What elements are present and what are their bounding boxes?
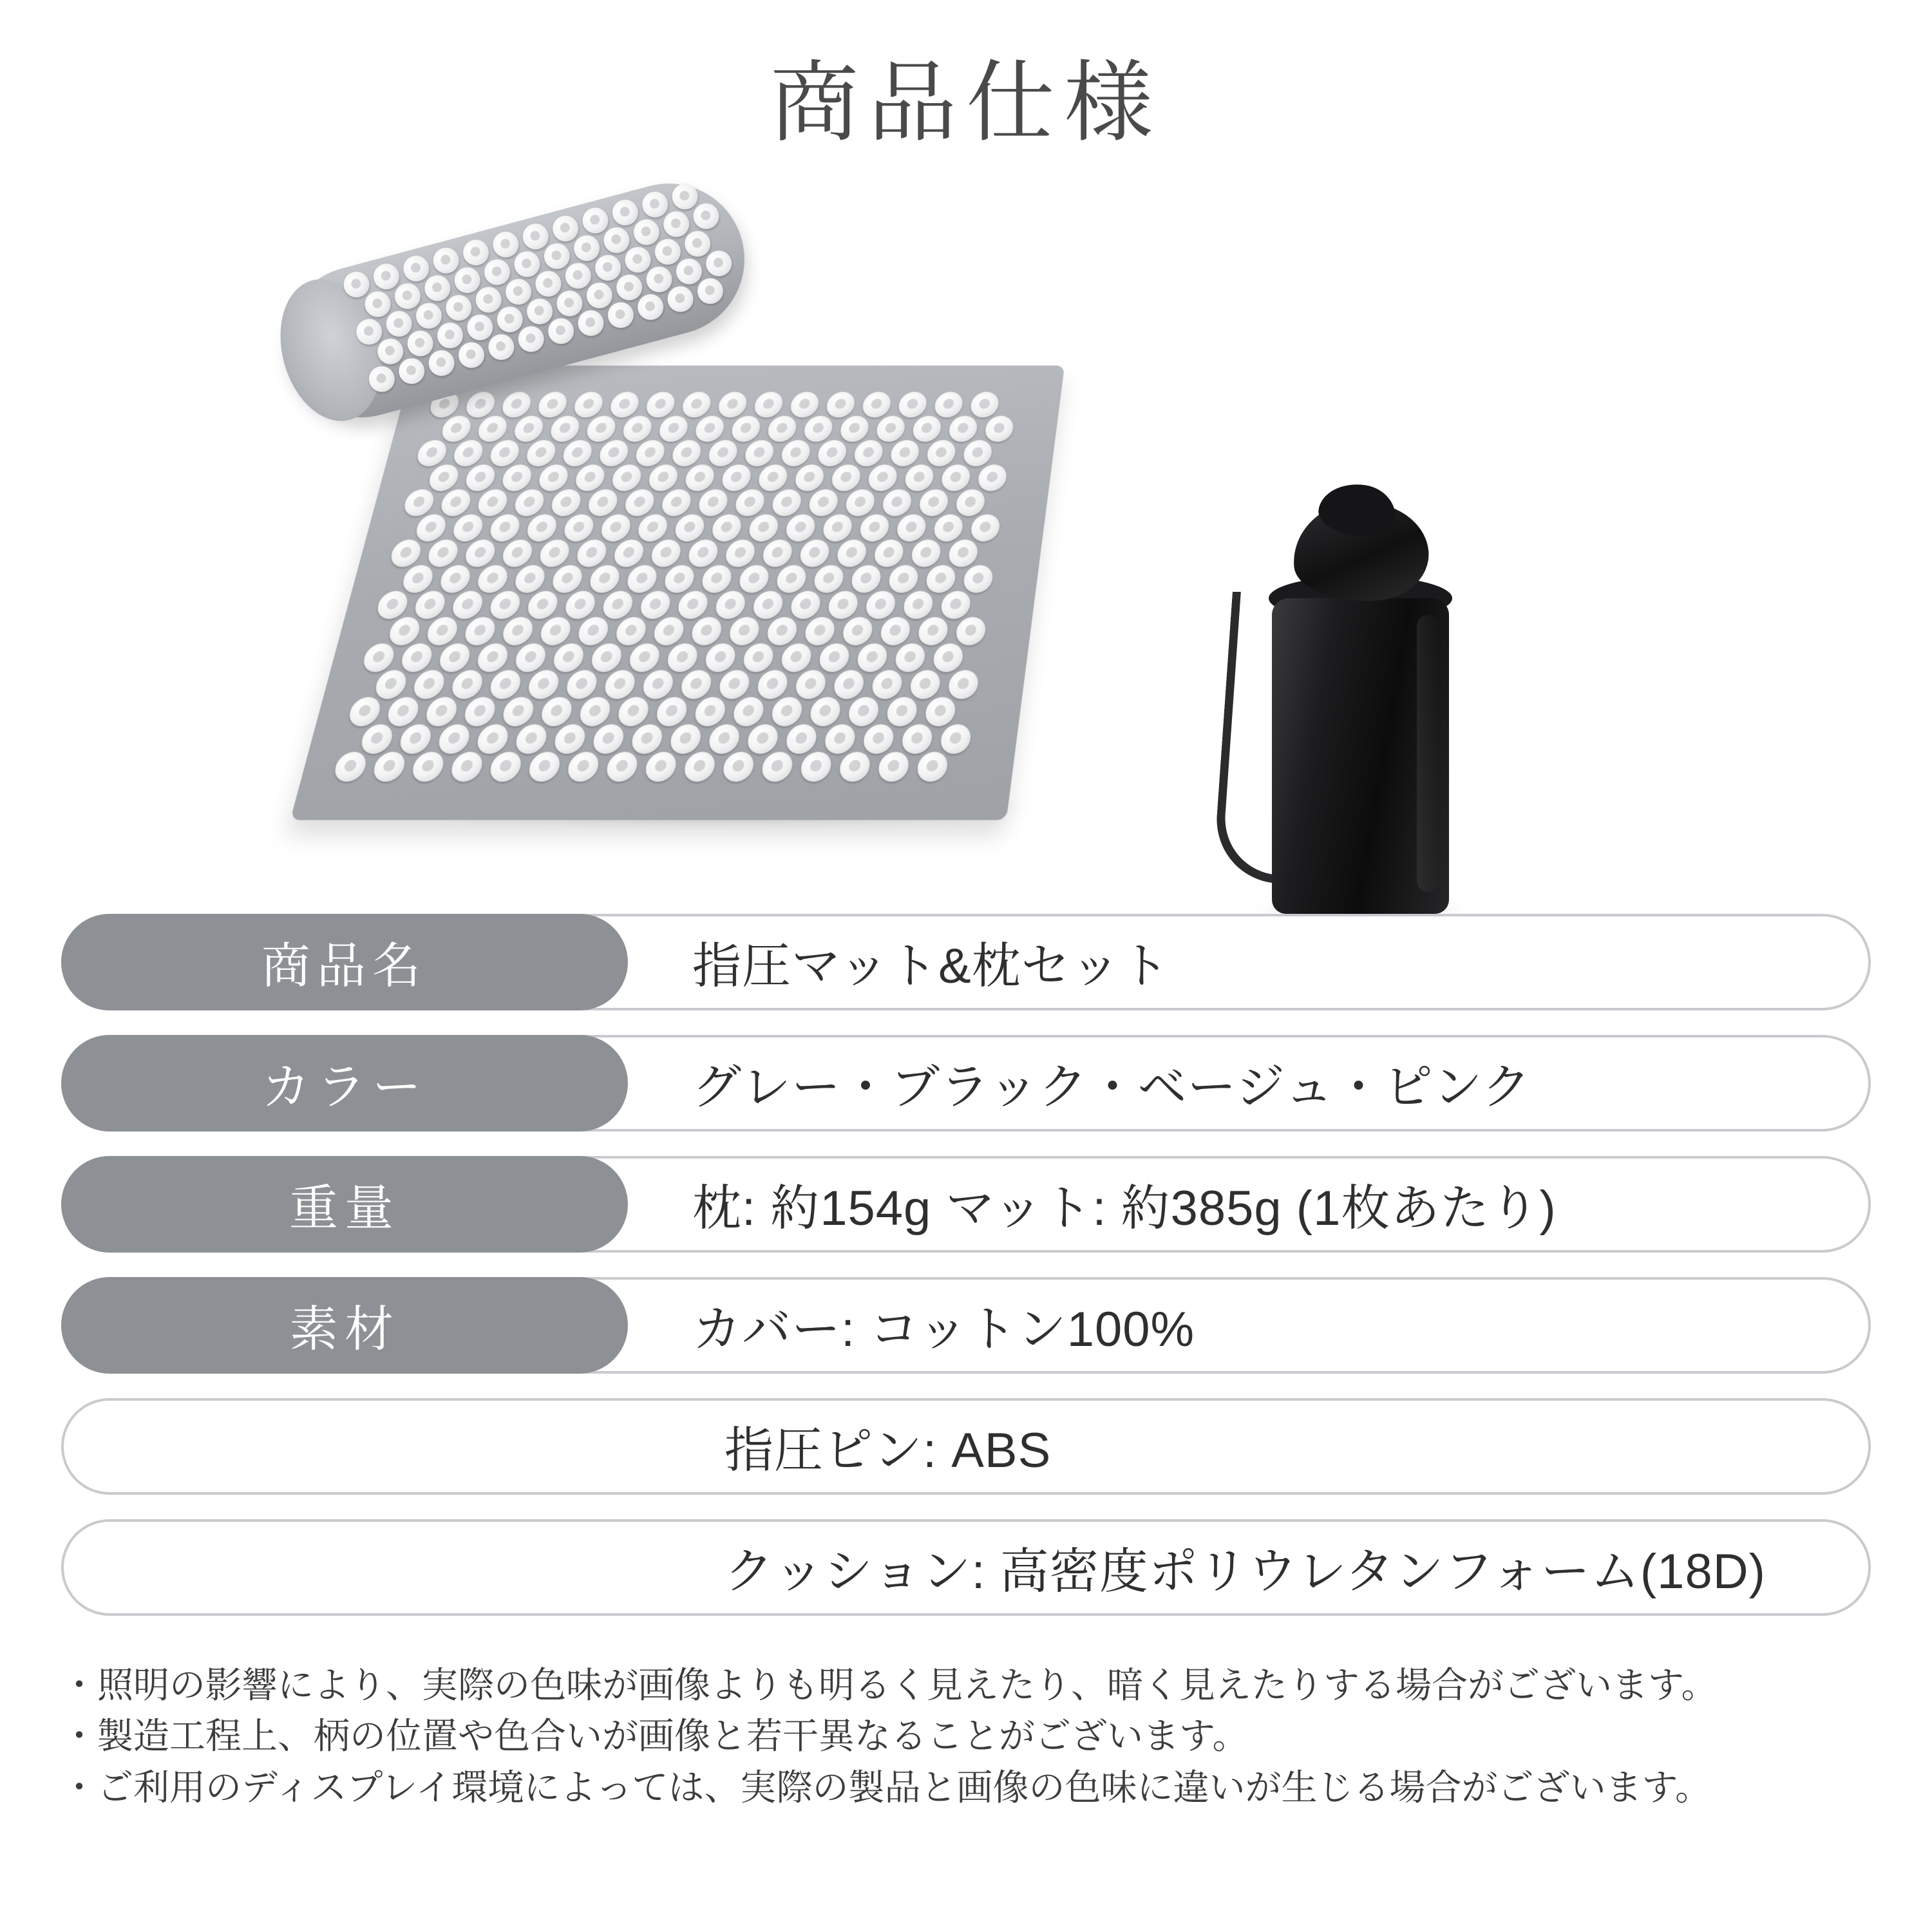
acupressure-pin — [694, 275, 726, 307]
acupressure-pin — [550, 565, 585, 592]
acupressure-pin — [475, 724, 511, 753]
acupressure-pin — [565, 752, 601, 781]
acupressure-pin — [779, 440, 811, 466]
acupressure-pin — [798, 539, 831, 567]
acupressure-pin — [616, 697, 651, 726]
acupressure-pin — [940, 591, 972, 619]
acupressure-pin — [977, 464, 1009, 491]
acupressure-pin — [412, 591, 448, 619]
acupressure-pin — [904, 464, 936, 491]
acupressure-pin — [720, 464, 753, 491]
acupressure-pin — [585, 415, 618, 441]
acupressure-pin — [591, 724, 626, 753]
acupressure-pin — [940, 464, 972, 491]
acupressure-pin — [625, 565, 659, 592]
acupressure-pin — [456, 339, 488, 371]
acupressure-pin — [396, 355, 428, 386]
acupressure-pin — [665, 283, 696, 315]
acupressure-pin — [526, 752, 562, 781]
acupressure-pin — [761, 539, 794, 567]
acupressure-pin — [652, 617, 686, 645]
acupressure-pin — [690, 200, 722, 232]
acupressure-pin — [897, 392, 929, 417]
acupressure-pin — [575, 307, 607, 339]
acupressure-pin — [415, 440, 449, 466]
acupressure-pin — [597, 440, 630, 466]
acupressure-pin — [526, 670, 561, 699]
acupressure-pin — [634, 440, 667, 466]
acupressure-pin — [426, 347, 457, 379]
acupressure-pin — [423, 697, 459, 726]
acupressure-pin — [654, 697, 689, 726]
acupressure-pin — [513, 724, 549, 753]
acupressure-pin — [879, 617, 912, 645]
acupressure-pin — [438, 565, 473, 592]
acupressure-pin — [450, 591, 486, 619]
acupressure-pin — [426, 464, 461, 491]
acupressure-pin — [574, 539, 609, 567]
acupressure-pin — [706, 440, 739, 466]
acupressure-pin — [643, 752, 679, 781]
acupressure-pin — [870, 670, 904, 699]
acupressure-pin — [524, 440, 558, 466]
acupressure-pin — [730, 415, 762, 441]
acupressure-pin — [463, 464, 497, 491]
acupressure-pin — [962, 440, 994, 466]
acupressure-pin — [812, 565, 845, 592]
acupressure-pin — [513, 565, 547, 592]
spec-row — [61, 1277, 1871, 1384]
acupressure-pin — [770, 489, 803, 516]
acupressure-pin — [747, 514, 780, 541]
acupressure-pin — [608, 392, 641, 417]
acupressure-pin — [500, 539, 535, 567]
acupressure-pin — [500, 392, 533, 417]
acupressure-pin — [876, 752, 911, 781]
acupressure-pin — [638, 591, 672, 619]
acupressure-pin — [644, 392, 677, 417]
acupressure-pin — [605, 299, 636, 330]
acupressure-pin — [832, 670, 866, 699]
acupressure-pin — [627, 643, 662, 672]
acupressure-pin — [388, 539, 424, 567]
acupressure-pin — [463, 539, 498, 567]
acupressure-pin — [757, 464, 790, 491]
acupressure-pin — [707, 724, 742, 753]
acupressure-pin — [939, 724, 972, 753]
acupressure-pin — [752, 392, 784, 417]
acupressure-pin — [451, 440, 486, 466]
acupressure-pin — [612, 539, 646, 567]
acupressure-pin — [577, 697, 612, 726]
acupressure-pin — [589, 643, 624, 672]
spec-label-pill — [61, 1035, 628, 1132]
acupressure-pin — [665, 643, 700, 672]
acupressure-pin — [687, 539, 720, 567]
acupressure-pin — [887, 565, 920, 592]
acupressure-pin — [359, 724, 395, 753]
acupressure-pin — [918, 489, 950, 516]
spec-value-text: 枕: 約154g マット: 約385g (1枚あたり) — [692, 1181, 1557, 1236]
spec-value-text: グレー・ブラック・ベージュ・ピンク — [692, 1060, 1531, 1115]
acupressure-pin — [717, 670, 752, 699]
acupressure-pin — [462, 697, 498, 726]
acupressure-pin — [714, 591, 748, 619]
acupressure-pin — [410, 752, 446, 781]
acupressure-pin — [599, 514, 633, 541]
acupressure-pin — [933, 392, 964, 417]
acupressure-pin — [838, 752, 872, 781]
acupressure-pin — [411, 670, 447, 699]
acupressure-pin — [486, 331, 517, 363]
acupressure-pin — [784, 514, 817, 541]
spec-value-text: カバー: コットン100% — [692, 1302, 1195, 1358]
acupressure-pin — [823, 724, 857, 753]
spec-label-text: 重量 — [289, 1181, 400, 1236]
acupressure-pin — [361, 643, 397, 672]
acupressure-pin — [647, 464, 680, 491]
acupressure-pin — [375, 591, 411, 619]
acupressure-pin — [386, 617, 422, 645]
acupressure-pin — [765, 617, 799, 645]
acupressure-pin — [601, 591, 636, 619]
acupressure-pin — [734, 489, 766, 516]
acupressure-pin — [844, 489, 876, 516]
acupressure-pin — [925, 440, 957, 466]
acupressure-pin — [826, 591, 860, 619]
spec-value-text: 指圧ピン: ABS — [724, 1423, 1052, 1479]
acupressure-pin — [563, 591, 598, 619]
acupressure-pin — [751, 591, 784, 619]
acupressure-pin — [838, 415, 871, 441]
acupressure-pin — [657, 415, 690, 441]
acupressure-pin — [697, 489, 730, 516]
acupressure-pin — [610, 464, 643, 491]
acupressure-pin — [703, 247, 735, 279]
acupressure-pin — [808, 697, 842, 726]
acupressure-pin — [488, 591, 523, 619]
acupressure-pin — [916, 752, 949, 781]
acupressure-pin — [545, 315, 577, 346]
acupressure-pin — [861, 392, 893, 417]
acupressure-pin — [439, 489, 473, 516]
acupressure-pin — [513, 643, 548, 672]
acupressure-pin — [900, 724, 934, 753]
acupressure-pin — [847, 697, 880, 726]
acupressure-pin — [817, 643, 851, 672]
acupressure-pin — [426, 539, 461, 567]
acupressure-pin — [894, 643, 927, 672]
acupressure-pin — [923, 697, 957, 726]
acupressure-pin — [910, 539, 942, 567]
acupressure-pin — [488, 514, 522, 541]
acupressure-pin — [703, 643, 737, 672]
acupressure-pin — [488, 752, 524, 781]
acupressure-pin — [621, 415, 654, 441]
acupressure-pin — [402, 489, 437, 516]
acupressure-pin — [911, 415, 943, 441]
acupressure-pin — [332, 752, 369, 781]
acupressure-pin — [576, 617, 611, 645]
acupressure-pin — [525, 514, 559, 541]
acupressure-pin — [512, 489, 546, 516]
acupressure-pin — [475, 415, 509, 441]
acupressure-pin — [902, 591, 934, 619]
spec-label-text: 素材 — [289, 1302, 400, 1358]
acupressure-pin — [400, 565, 435, 592]
acupressure-pin — [741, 643, 775, 672]
spec-label-pill — [61, 914, 628, 1010]
acupressure-pin — [875, 415, 906, 441]
acupressure-pin — [947, 415, 979, 441]
acupressure-pin — [933, 514, 965, 541]
acupressure-pin — [604, 752, 639, 781]
acupressure-pin — [925, 565, 957, 592]
acupressure-pin — [464, 392, 498, 417]
acupressure-pin — [755, 670, 790, 699]
acupressure-pin — [727, 617, 761, 645]
acupressure-pin — [679, 670, 714, 699]
acupressure-pin — [451, 514, 486, 541]
acupressure-pin — [537, 539, 572, 567]
acupressure-pin — [385, 697, 422, 726]
acupressure-pin — [641, 670, 676, 699]
acupressure-pin — [821, 514, 854, 541]
acupressure-pin — [693, 697, 728, 726]
acupressure-pin — [397, 724, 434, 753]
acupressure-pin — [737, 565, 771, 592]
acupressure-pin — [635, 291, 667, 323]
acupressure-pin — [475, 565, 510, 592]
spec-table — [61, 914, 1871, 1626]
product-image-area — [0, 176, 1932, 904]
page-title: 商品仕様 — [770, 53, 1162, 153]
acupressure-pin — [561, 440, 594, 466]
acupressure-pin — [649, 539, 683, 567]
acupressure-pin — [802, 415, 835, 441]
acupressure-pin — [682, 752, 717, 781]
acupressure-pin — [799, 752, 833, 781]
acupressure-pin — [779, 643, 813, 672]
acupressure-pin — [962, 565, 994, 592]
acupressure-pin — [766, 415, 798, 441]
acupressure-pin — [676, 591, 710, 619]
acupressure-pin — [724, 539, 757, 567]
acupressure-pin — [439, 415, 473, 441]
acupressure-pin — [830, 464, 862, 491]
acupressure-pin — [760, 752, 795, 781]
acupressure-pin — [909, 670, 942, 699]
acupressure-pin — [789, 591, 822, 619]
acupressure-pin — [515, 323, 547, 355]
acupressure-pin — [716, 392, 748, 417]
acupressure-pin — [710, 514, 743, 541]
spec-row — [61, 1519, 1871, 1626]
acupressure-pin — [450, 670, 486, 699]
acupressure-pin — [803, 617, 837, 645]
acupressure-pin — [855, 643, 889, 672]
acupressure-pin — [614, 617, 649, 645]
acupressure-pin — [539, 697, 574, 726]
acupressure-pin — [659, 489, 693, 516]
acupressure-pin — [690, 617, 724, 645]
acupressure-pin — [683, 464, 716, 491]
acupressure-pin — [794, 670, 828, 699]
acupressure-pin — [932, 643, 965, 672]
acupressure-pin — [789, 392, 821, 417]
acupressure-pin — [564, 670, 600, 699]
acupressure-pin — [849, 565, 882, 592]
acupressure-pin — [816, 440, 848, 466]
acupressure-pin — [602, 670, 637, 699]
acupressure-pin — [984, 415, 1015, 441]
acupressure-pin — [500, 697, 536, 726]
acupressure-pin — [462, 617, 498, 645]
acupressure-pin — [668, 724, 703, 753]
acupressure-pin — [947, 539, 980, 567]
acupressure-pin — [623, 489, 656, 516]
spec-row — [61, 914, 1871, 1021]
acupressure-pin — [721, 752, 756, 781]
acupressure-mat-illustration — [245, 189, 1146, 878]
acupressure-pin — [449, 752, 486, 781]
acupressure-pin — [775, 565, 808, 592]
acupressure-pin — [700, 565, 734, 592]
acupressure-pin — [346, 697, 383, 726]
acupressure-pin — [969, 392, 1000, 417]
carry-bag-illustration — [1198, 453, 1649, 904]
acupressure-pin — [549, 489, 583, 516]
acupressure-pin — [732, 697, 766, 726]
acupressure-pin — [488, 670, 523, 699]
acupressure-pin — [488, 440, 522, 466]
acupressure-pin — [587, 565, 621, 592]
acupressure-pin — [572, 392, 605, 417]
spec-row — [61, 1035, 1871, 1142]
acupressure-pin — [413, 514, 448, 541]
acupressure-pin — [889, 440, 920, 466]
acupressure-pin — [500, 464, 534, 491]
acupressure-pin — [636, 514, 669, 541]
acupressure-pin — [841, 617, 875, 645]
acupressure-pin — [536, 392, 569, 417]
note-line: ・ご利用のディスプレイ環境によっては、実際の製品と画像の色味に違いが生じる場合がございます。 — [61, 1766, 1711, 1808]
acupressure-pin — [512, 415, 545, 441]
acupressure-pin — [548, 415, 582, 441]
mat-pin-field — [325, 388, 1036, 786]
spec-label-text: 商品名 — [261, 939, 428, 994]
acupressure-pin — [680, 392, 713, 417]
spec-value-text: クッション: 高密度ポリウレタンフォーム(18D) — [724, 1544, 1766, 1600]
acupressure-pin — [947, 670, 980, 699]
acupressure-pin — [858, 514, 891, 541]
acupressure-pin — [916, 617, 949, 645]
acupressure-pin — [552, 724, 587, 753]
acupressure-pin — [694, 415, 726, 441]
acupressure-pin — [770, 697, 804, 726]
acupressure-pin — [853, 440, 885, 466]
acupressure-pin — [867, 464, 899, 491]
acupressure-pin — [670, 440, 703, 466]
spec-row — [61, 1156, 1871, 1263]
notes-block — [61, 1660, 1871, 1814]
acupressure-pin — [538, 617, 573, 645]
note-line: ・照明の影響により、実際の色味が画像よりも明るく見えたり、暗く見えたりする場合がございます。 — [61, 1664, 1718, 1705]
acupressure-pin — [436, 724, 473, 753]
acupressure-pin — [881, 489, 913, 516]
acupressure-pin — [807, 489, 840, 516]
acupressure-pin — [562, 514, 596, 541]
spec-label-pill — [61, 1156, 628, 1253]
acupressure-pin — [864, 591, 897, 619]
acupressure-pin — [825, 392, 857, 417]
acupressure-pin — [371, 752, 408, 781]
acupressure-pin — [551, 643, 587, 672]
acupressure-pin — [954, 489, 986, 516]
acupressure-pin — [366, 363, 397, 395]
acupressure-pin — [399, 643, 435, 672]
acupressure-pin — [663, 565, 697, 592]
acupressure-pin — [895, 514, 927, 541]
acupressure-pin — [954, 617, 987, 645]
acupressure-pin — [673, 514, 706, 541]
acupressure-pin — [526, 591, 560, 619]
acupressure-pin — [536, 464, 571, 491]
acupressure-pin — [743, 440, 776, 466]
bag-body — [1272, 598, 1449, 914]
acupressure-pin — [373, 670, 409, 699]
acupressure-pin — [746, 724, 781, 753]
acupressure-pin — [886, 697, 919, 726]
spec-row — [61, 1398, 1871, 1505]
acupressure-pin — [500, 617, 536, 645]
acupressure-pin — [573, 464, 607, 491]
acupressure-pin — [586, 489, 620, 516]
spec-label-text: カラー — [261, 1060, 428, 1115]
acupressure-pin — [835, 539, 868, 567]
spec-label-pill — [61, 1277, 628, 1374]
acupressure-pin — [969, 514, 1001, 541]
acupressure-pin — [424, 617, 460, 645]
acupressure-pin — [475, 489, 509, 516]
acupressure-pin — [475, 643, 510, 672]
note-line: ・製造工程上、柄の位置や色合いが画像と若干異なることがございます。 — [61, 1716, 1249, 1757]
acupressure-pin — [437, 643, 473, 672]
acupressure-pin — [793, 464, 826, 491]
acupressure-pin — [784, 724, 819, 753]
acupressure-pin — [873, 539, 905, 567]
acupressure-pin — [862, 724, 896, 753]
acupressure-pin — [629, 724, 665, 753]
spec-value-text: 指圧マット&枕セット — [692, 939, 1170, 994]
